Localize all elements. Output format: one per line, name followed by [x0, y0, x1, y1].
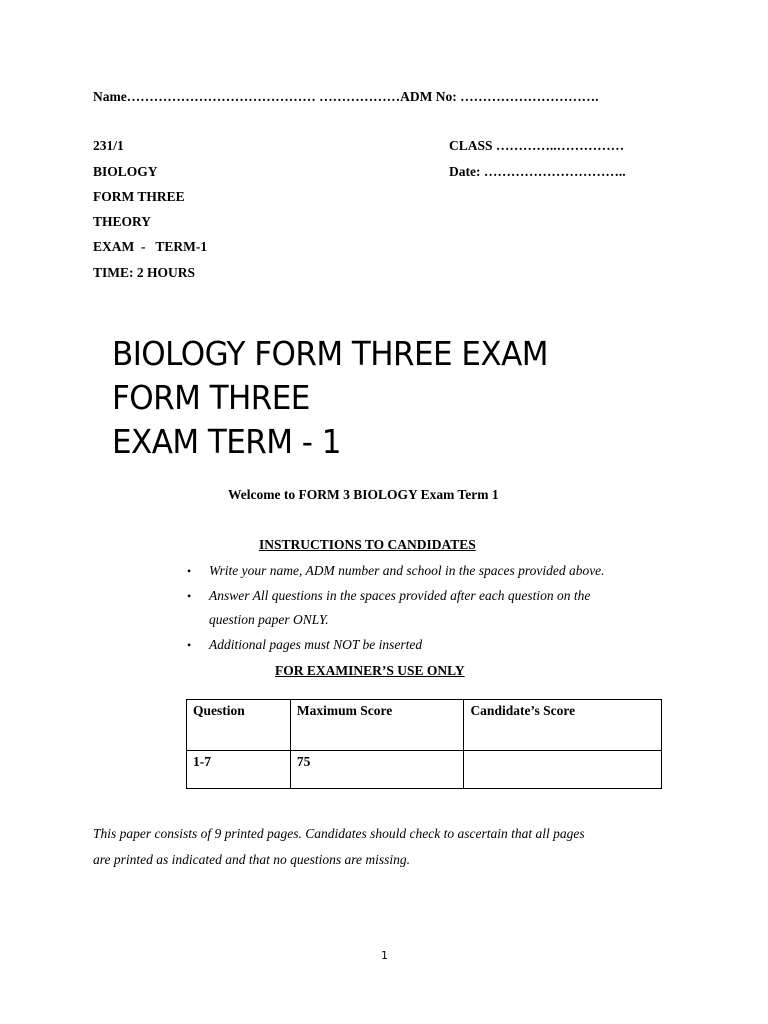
class-field-line: CLASS …………..…………… [449, 138, 625, 153]
instructions-heading: INSTRUCTIONS TO CANDIDATES [259, 537, 476, 552]
column-header-candidate-score: Candidate’s Score [464, 700, 662, 751]
maximum-score-cell: 75 [290, 751, 464, 789]
pages-note-line-1: This paper consists of 9 printed pages. Candidates should check to ascertain that all pages [93, 826, 585, 841]
paper-type-label: THEORY [93, 214, 152, 229]
pages-note [93, 821, 585, 873]
column-header-question: Question [187, 700, 291, 751]
candidate-score-cell[interactable] [464, 751, 662, 789]
instruction-item: Write your name, ADM number and school in the spaces provided above. [209, 563, 605, 578]
table-row [187, 751, 662, 789]
subject-label: BIOLOGY [93, 164, 158, 179]
time-label: TIME: 2 HOURS [93, 265, 196, 280]
instruction-item: Answer All questions in the spaces provided after each question on the [209, 588, 591, 603]
date-field-line: Date: ………………………….. [449, 164, 626, 179]
instruction-item: Additional pages must NOT be inserted [209, 637, 423, 652]
welcome-text: Welcome to FORM 3 BIOLOGY Exam Term 1 [228, 487, 499, 502]
bullet-icon: • [187, 564, 192, 578]
title-line-2: FORM THREE [112, 378, 310, 417]
table-header-row [187, 700, 662, 751]
bullet-icon: • [187, 638, 192, 652]
column-header-maximum-score: Maximum Score [290, 700, 464, 751]
bullet-icon: • [187, 589, 192, 603]
main-title [112, 332, 576, 464]
examiner-heading: FOR EXAMINER’S USE ONLY [275, 663, 465, 678]
instruction-item-continued: question paper ONLY. [209, 612, 329, 627]
paper-code: 231/1 [93, 138, 124, 153]
page-number: 1 [381, 949, 388, 962]
question-range-cell: 1-7 [187, 751, 291, 789]
exam-term-label: EXAM - TERM-1 [93, 239, 208, 254]
title-line-3: EXAM TERM - 1 [112, 422, 341, 461]
adm-label: ADM No: …………………………. [400, 89, 599, 104]
title-line-1: BIOLOGY FORM THREE EXAM [112, 334, 548, 373]
name-label: Name…………………………………… ……………… [93, 89, 401, 104]
name-field-line [93, 89, 599, 105]
pages-note-line-2: are printed as indicated and that no questions are missing. [93, 852, 410, 867]
form-label: FORM THREE [93, 189, 185, 204]
score-table [186, 699, 662, 789]
